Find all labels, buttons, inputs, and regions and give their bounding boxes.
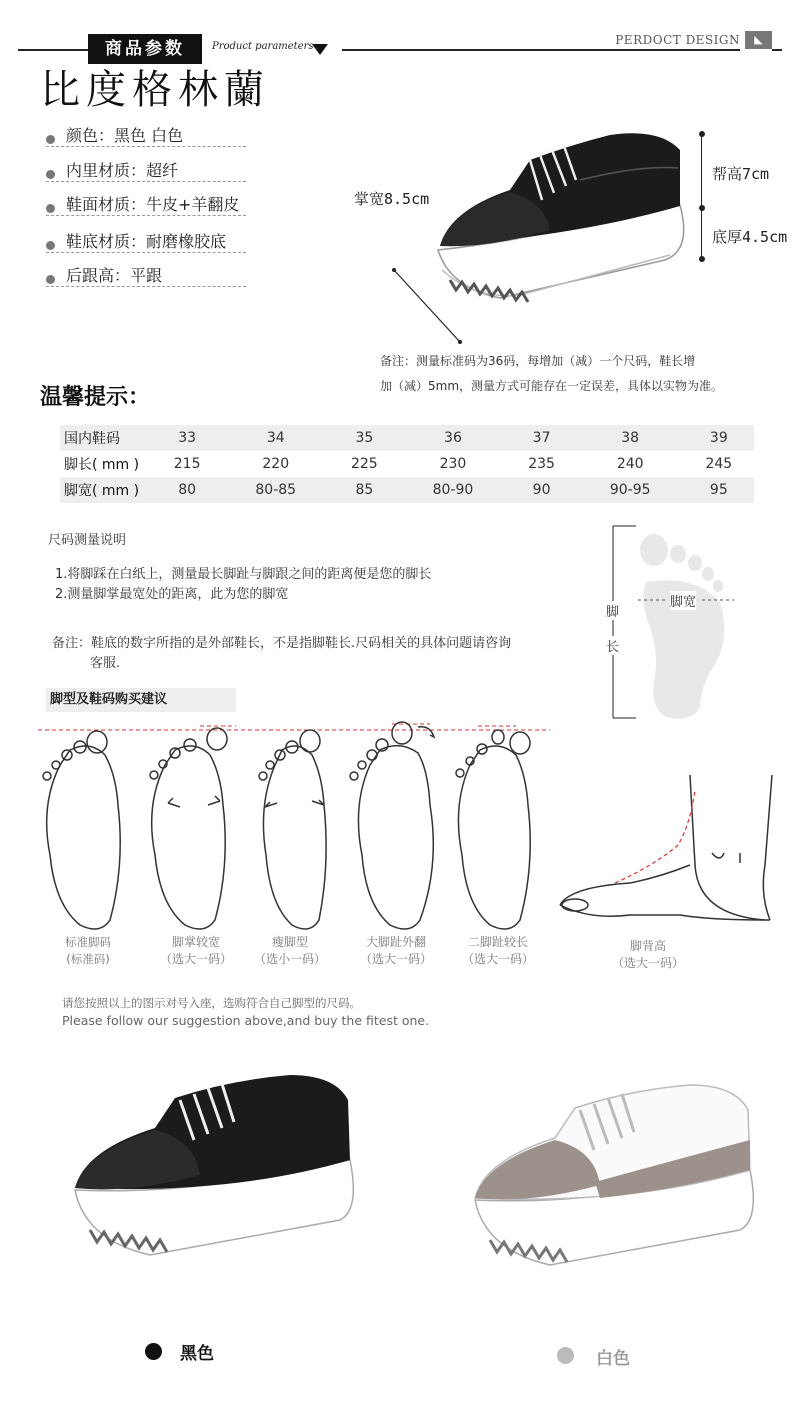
- table-cell: 240: [577, 451, 684, 477]
- foot-types-diagram: [30, 715, 780, 935]
- color-label-white: 白色: [596, 1349, 630, 1369]
- table-cell: 34: [222, 425, 329, 451]
- table-row: [60, 477, 754, 503]
- table-cell: 37: [506, 425, 576, 451]
- measure-note-line2: 加（减）5mm，测量方式可能存在一定误差，具体以实物为准。: [380, 379, 724, 393]
- param-row: [46, 121, 246, 147]
- foot-type-advice: (标准码): [66, 952, 110, 966]
- measure-guide-note-cont: 客服.: [90, 656, 121, 671]
- param-row: [46, 227, 246, 253]
- header-line-mid: [342, 49, 740, 51]
- white-shoe-image: [455, 1070, 765, 1280]
- table-cell: 90-95: [577, 477, 684, 503]
- measure-guide-title: 尺码测量说明: [48, 533, 127, 548]
- param-text: 后跟高：平跟: [66, 266, 163, 285]
- foot-type-name: 脚掌较宽: [171, 935, 220, 949]
- foot-types-title: 脚型及鞋码购买建议: [46, 688, 236, 712]
- bullet-icon: [46, 170, 55, 179]
- param-text: 内里材质：超纤: [66, 161, 179, 180]
- foot-type-advice: （选大一码）: [359, 952, 432, 966]
- foot-type-name: 二脚趾较长: [467, 935, 528, 949]
- table-cell: 220: [222, 451, 329, 477]
- table-cell: 235: [506, 451, 576, 477]
- foot-type-name: 大脚趾外翻: [365, 935, 426, 949]
- table-row: [60, 425, 754, 451]
- measure-upper-height-label: 帮高7cm: [712, 165, 770, 183]
- param-text: 鞋底材质：耐磨橡胶底: [66, 232, 227, 251]
- param-row: [46, 261, 246, 287]
- table-row: [60, 451, 754, 477]
- measure-guide-step: 1.将脚踩在白纸上，测量最长脚趾与脚跟之间的距离便是您的脚长: [55, 567, 432, 582]
- table-cell: 80-85: [222, 477, 329, 503]
- header-sublabel: Product parameters: [212, 41, 314, 52]
- header-right-text: PERDOCT DESIGN: [615, 33, 740, 47]
- size-table: [60, 425, 754, 503]
- measure-width-label: 掌宽8.5cm: [354, 190, 430, 208]
- foot-length-label-1: 脚: [606, 601, 619, 620]
- shoe-icon: ◣: [745, 31, 772, 49]
- suggestion-cn: 请您按照以上的图示对号入座，选购符合自己脚型的尺码。: [62, 996, 361, 1010]
- suggestion-en: Please follow our suggestion above,and buy the fitest one.: [62, 1013, 430, 1028]
- measure-sole-thickness-label: 底厚4.5cm: [712, 228, 788, 246]
- foot-type-advice: （选大一码）: [159, 952, 232, 966]
- foot-type-advice: （选大一码）: [461, 952, 534, 966]
- table-cell: 85: [329, 477, 399, 503]
- color-label-black: 黑色: [180, 1344, 214, 1364]
- table-cell: 225: [329, 451, 399, 477]
- black-color-dot-icon: [145, 1343, 162, 1360]
- table-cell: 90: [506, 477, 576, 503]
- table-cell: 80: [152, 477, 222, 503]
- table-row-header: 脚宽( mm ): [60, 477, 152, 503]
- tips-title: 温馨提示：: [40, 385, 151, 410]
- table-cell: 35: [329, 425, 399, 451]
- bullet-icon: [46, 241, 55, 250]
- table-row-header: 国内鞋码: [60, 425, 152, 451]
- measure-guide-note: 备注：鞋底的数字所指的是外部鞋长，不是指脚鞋长.尺码相关的具体问题请咨询: [52, 636, 512, 651]
- param-text: 鞋面材质：牛皮+羊翻皮: [66, 195, 240, 214]
- measure-note-line1: 备注：测量标准码为36码，每增加（减）一个尺码，鞋长增: [380, 354, 696, 368]
- foot-measure-diagram: [610, 522, 740, 722]
- measure-vline: [701, 134, 702, 259]
- param-row: [46, 156, 246, 182]
- table-cell: 95: [684, 477, 754, 503]
- param-text: 颜色：黑色 白色: [66, 126, 184, 145]
- foot-type-advice: （选大一码）: [611, 956, 684, 970]
- table-cell: 215: [152, 451, 222, 477]
- measure-dot-mid: [699, 205, 705, 211]
- table-cell: 36: [399, 425, 506, 451]
- black-shoe-image: [60, 1070, 370, 1270]
- header-line-right: [772, 49, 782, 51]
- measure-dot-bottom: [699, 256, 705, 262]
- table-cell: 38: [577, 425, 684, 451]
- measure-dot-top: [699, 131, 705, 137]
- table-row-header: 脚长( mm ): [60, 451, 152, 477]
- bullet-icon: [46, 135, 55, 144]
- header-label: 商品参数: [88, 34, 202, 64]
- foot-length-label-2: 长: [606, 636, 619, 655]
- foot-width-label: 脚宽: [670, 591, 696, 610]
- param-row: [46, 190, 246, 216]
- shoe-side-image: [380, 120, 700, 350]
- white-color-dot-icon: [557, 1347, 574, 1364]
- table-cell: 230: [399, 451, 506, 477]
- table-cell: 33: [152, 425, 222, 451]
- bullet-icon: [46, 275, 55, 284]
- table-cell: 39: [684, 425, 754, 451]
- foot-type-name: 脚背高: [629, 939, 666, 953]
- foot-type-name: 瘦脚型: [271, 935, 308, 949]
- header-line-left: [18, 49, 90, 51]
- foot-type-advice: （选小一码）: [253, 952, 326, 966]
- foot-type-name: 标准脚码: [65, 935, 111, 949]
- bullet-icon: [46, 204, 55, 213]
- triangle-down-icon: [312, 44, 328, 55]
- brand-title: 比度格林蘭: [40, 67, 270, 113]
- table-cell: 245: [684, 451, 754, 477]
- measure-guide-step: 2.测量脚掌最宽处的距离，此为您的脚宽: [55, 587, 289, 602]
- table-cell: 80-90: [399, 477, 506, 503]
